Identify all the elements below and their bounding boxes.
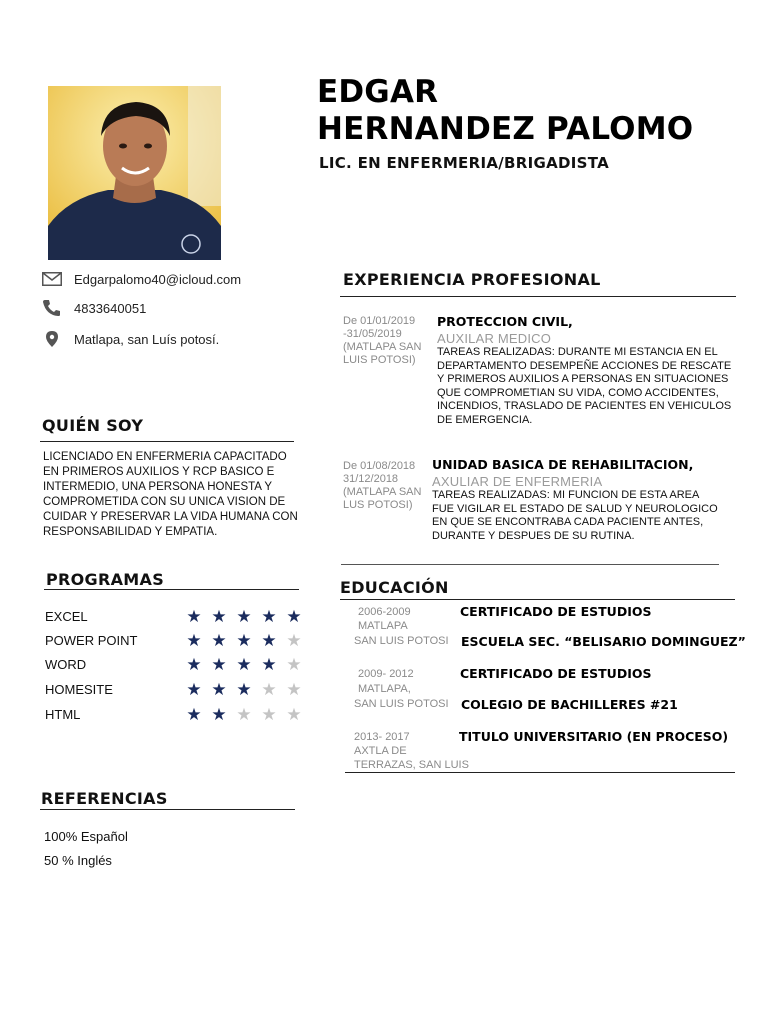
contact-email	[40, 270, 241, 288]
language-item: 50 % Inglés	[44, 853, 112, 868]
job-company: PROTECCION CIVIL	[437, 314, 569, 329]
contact-phone	[40, 299, 146, 317]
education-degree: CERTIFICADO DE ESTUDIOS	[460, 604, 652, 619]
star-icon: ★	[236, 655, 252, 675]
star-icon: ★	[211, 680, 227, 700]
job-entry: PROTECCION CIVIL, AUXILAR MEDICO TAREAS REALIZADAS: DURANTE MI ESTANCIA EN EL DEPARTAMENTO DESEMPEÑE ACCIONES DE RESCATE Y PRIMEROS AUXILIOS A PERSONAS EN SITUACIONES QUE COMPROMETIAN SU VIDA, COMO ACCIDENTES, INCENDIOS, TRASLADO DE PACIENTES EN VEHICULOS DE EMERGENCIA.	[437, 313, 735, 427]
star-icon: ★	[236, 680, 252, 700]
education-place: SAN LUIS POTOSI	[354, 698, 449, 710]
experience-title: EXPERIENCIA PROFESIONAL	[343, 270, 601, 289]
skill-rating	[185, 657, 303, 674]
contact-location	[40, 330, 219, 348]
job-description: TAREAS REALIZADAS: DURANTE MI ESTANCIA EN EL DEPARTAMENTO DESEMPEÑE ACCIONES DE RESCATE Y PRIMEROS AUXILIOS A PERSONAS EN SITUACIONES QUE COMPROMETIAN SU VIDA, COMO ACCIDENTES, INCENDIOS, TRASLADO DE PACIENTES EN VEHICULOS DE EMERGENCIA.	[437, 346, 732, 426]
programs-title: PROGRAMAS	[46, 570, 165, 589]
first-name: EDGAR	[317, 74, 439, 110]
location-text: Matlapa, san Luís potosí.	[74, 331, 220, 347]
star-icon: ★	[211, 631, 227, 651]
job-entry: UNIDAD BASICA DE REHABILITACION, AXULIAR DE ENFERMERIA TAREAS REALIZADAS: MI FUNCION DE ESTA AREA FUE VIGILAR EL ESTADO DE SALUD Y NEUROLOGICO EN QUE SE ENCONTRABA CADA PACIENTE ANTES, DURANTE Y DESPUES DE SU RUTINA.	[432, 456, 722, 543]
job-company: UNIDAD BASICA DE REHABILITACION	[432, 457, 689, 472]
language-item: 100% Español	[44, 829, 128, 844]
email-text: Edgarpalomo40@icloud.com	[74, 271, 242, 287]
star-icon: ★	[186, 680, 202, 700]
star-icon: ★	[236, 705, 252, 725]
phone-text: 4833640051	[74, 300, 147, 316]
education-place: SAN LUIS POTOSI	[354, 635, 449, 647]
star-icon: ★	[186, 631, 202, 651]
star-icon: ★	[186, 655, 202, 675]
education-date: 2009- 2012	[358, 668, 414, 680]
star-icon: ★	[286, 607, 302, 627]
star-icon: ★	[286, 631, 302, 651]
skill-name: WORD	[45, 657, 87, 672]
education-place: TERRAZAS, SAN LUIS	[354, 759, 469, 771]
star-icon: ★	[286, 655, 302, 675]
education-place: AXTLA DE	[354, 745, 407, 757]
education-school: COLEGIO DE BACHILLERES #21	[461, 697, 678, 712]
skill-rating	[185, 682, 303, 699]
job-description: TAREAS REALIZADAS: MI FUNCION DE ESTA AREA FUE VIGILAR EL ESTADO DE SALUD Y NEUROLOGICO EN QUE SE ENCONTRABA CADA PACIENTE ANTES, DURANTE Y DESPUES DE SU RUTINA.	[432, 489, 718, 542]
full-name	[317, 74, 693, 148]
last-name: HERNANDEZ PALOMO	[317, 111, 694, 147]
skill-rating	[185, 609, 303, 626]
about-divider	[40, 441, 294, 442]
job-date: De 01/08/2018 31/12/2018 (MATLAPA SAN LUS POTOSI)	[343, 460, 422, 511]
star-icon: ★	[186, 607, 202, 627]
education-place: MATLAPA,	[358, 683, 411, 695]
experience-divider	[340, 296, 736, 297]
star-icon: ★	[261, 680, 277, 700]
skill-name: HTML	[45, 707, 81, 722]
star-icon: ★	[211, 655, 227, 675]
star-icon: ★	[261, 631, 277, 651]
skill-rating	[185, 633, 303, 650]
education-degree: TITULO UNIVERSITARIO (EN PROCESO)	[459, 729, 729, 744]
education-place: MATLAPA	[358, 620, 408, 632]
star-icon: ★	[286, 705, 302, 725]
star-icon: ★	[211, 705, 227, 725]
phone-icon	[40, 299, 64, 317]
experience-end-divider	[341, 564, 719, 565]
star-icon: ★	[261, 655, 277, 675]
star-icon: ★	[286, 680, 302, 700]
job-role: AUXILAR MEDICO	[437, 331, 552, 346]
education-title: EDUCACIÓN	[340, 578, 449, 597]
star-icon: ★	[261, 607, 277, 627]
skill-name: EXCEL	[45, 609, 88, 624]
profile-photo	[48, 86, 221, 260]
star-icon: ★	[186, 705, 202, 725]
education-date: 2006-2009	[358, 606, 411, 618]
education-degree: CERTIFICADO DE ESTUDIOS	[460, 666, 652, 681]
location-pin-icon	[40, 330, 64, 348]
references-divider	[40, 809, 295, 810]
programs-divider	[44, 589, 299, 590]
envelope-icon	[40, 270, 64, 288]
education-end-divider	[345, 772, 735, 773]
skill-name: HOMESITE	[45, 682, 113, 697]
skill-name: POWER POINT	[45, 633, 138, 648]
references-title: REFERENCIAS	[41, 789, 168, 808]
star-icon: ★	[211, 607, 227, 627]
star-icon: ★	[236, 607, 252, 627]
about-text: LICENCIADO EN ENFERMERIA CAPACITADO EN PRIMEROS AUXILIOS Y RCP BASICO E INTERMEDIO, UNA PERSONA HONESTA Y COMPROMETIDA CON SU UNICA VISION DE CUIDAR Y PRESERVAR LA VIDA HUMANA CON RESPONSABILIDAD Y EMPATIA.	[43, 451, 298, 538]
education-date: 2013- 2017	[354, 731, 410, 743]
about-title: QUIÉN SOY	[42, 416, 144, 435]
profession-title: LIC. EN ENFERMERIA/BRIGADISTA	[319, 154, 610, 172]
education-school: ESCUELA SEC. “BELISARIO DOMINGUEZ”	[461, 634, 746, 649]
job-date: De 01/01/2019 -31/05/2019 (MATLAPA SAN LUIS POTOSI)	[343, 315, 422, 366]
education-divider	[340, 599, 735, 600]
skill-rating	[185, 707, 303, 724]
star-icon: ★	[261, 705, 277, 725]
star-icon: ★	[236, 631, 252, 651]
job-role: AXULIAR DE ENFERMERIA	[432, 474, 603, 489]
